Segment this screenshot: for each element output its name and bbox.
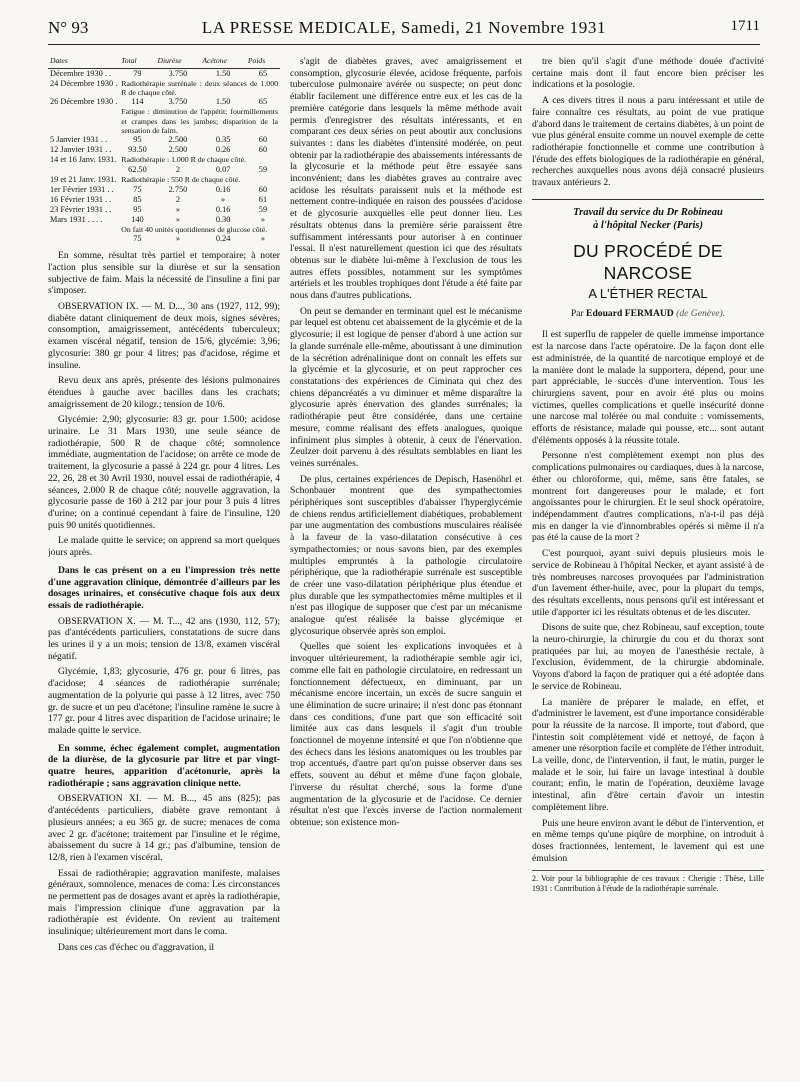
table-cell: 0.24 (215, 234, 231, 244)
work-attribution (532, 199, 764, 232)
table-cell: 1.50 (215, 69, 231, 78)
journal-title: LA PRESSE MEDICALE, Samedi, 21 Novembre 1931 (201, 18, 607, 37)
table-cell: 1er Février 1931 . . (50, 185, 114, 195)
table-row (48, 175, 280, 185)
paragraph: Disons de suite que, chez Robineau, sauf exception, toute la neuro-chirurgie, la chirurgie du cou et du thorax sont pratiquées par lui, au moyen de l'anesthésie rectale, à l'exclusion, évidemment, de la chirurgie abdominale. Voyons d'abord la façon de pratiquer qui a été adoptée dans le service de Robineau. (532, 622, 764, 692)
issue-number: N° 93 (48, 18, 89, 37)
page-header (48, 18, 760, 45)
table-cell: 59 (258, 205, 268, 215)
table-header: Poids (246, 56, 280, 69)
table-cell: 60 (258, 185, 268, 195)
table-cell: » (260, 215, 266, 225)
table-cell: 2.500 (168, 135, 188, 145)
paragraph: De plus, certaines expériences de Depisch, Hasenöhrl et Schonbauer montrent que des sympathectomies périphériques sont susceptibles d'abaisser l'hyperglycémie de chiens rendus artificiellement diabétiques, probablement par une augmentation des combustions musculaires réalisée à la faveur de la vaso-dilatation consécutive à ces sympathectomies; or nous savons bien, par des exemples multiples empruntés à la pathologie circulatoire périphérique, que la radiothérapie surrénale est susceptible de créer une vaso-dilatation périphérique plus étendue et plus durable que les sympathectomies même multiples et il n'est pas illogique de supposer que c'est par un mécanisme analogue qu'est réalisée la baisse glycémique et glycosurique observée après son emploi. (290, 473, 522, 637)
table-cell: 95 (133, 205, 142, 215)
table-cell: 0.16 (215, 185, 231, 195)
table-row (48, 107, 280, 135)
table-cell: 16 Février 1931 . . (50, 195, 112, 205)
table-cell: 61 (258, 195, 268, 205)
table-row (48, 79, 280, 97)
table-row (48, 165, 280, 175)
paragraph: En somme, échec également complet, augmentation de la diurèse, de la glycosurie par litre et par vingt-quatre heures, apparition d'acétonurie, après la radiothérapie ; sans aggravation clinique nette. (48, 742, 280, 789)
article-subtitle: A L'ÉTHER RECTAL (588, 285, 708, 301)
table-cell: 75 (133, 234, 142, 244)
table-cell (48, 165, 119, 175)
paragraph: Quelles que soient les explications invoquées et à invoquer ultérieurement, la radiothérapie semble agir ici, comme elle fait en pathologie circulatoire, en redressant un fonctionnement défectueux, en diminuant, par un mécanisme encore incertain, un excès de sucre sanguin et une élimination de sucre urinaire; il n'est donc pas étonnant dans ces conditions, d'une part que son efficacité soit limitée aux cas dans lesquels il s'agit d'un trouble fonctionnel de moyenne intensité et que l'on n'obtienne que des échecs dans les lésions anatomiques ou les troubles par trop accentués, d'autre part qu'on puisse observer dans ses effets, souvent au début et même d'une façon globale, l'inverse du résultat cherché, sous la forme d'une augmentation de la glycosurie et de l'acidose. Ce dernier résultat n'est que l'excès inverse de l'action normalement obtenue; son existence mon- (290, 641, 522, 828)
column-3 (532, 56, 764, 1068)
paragraph: tre bien qu'il s'agit d'une méthode douée d'activité certaine mais dont il faut encore bien préciser les indications et la posologie. (532, 56, 764, 91)
work-line: Travail du service du Dr Robineau (573, 206, 723, 218)
table-cell: 2 (175, 195, 181, 205)
table-cell: 93.50 (128, 145, 147, 155)
table-cell: 85 (133, 195, 142, 205)
table-cell: 0.16 (215, 205, 231, 215)
table-cell: 114 (131, 97, 144, 107)
table-row (48, 205, 280, 215)
table-row (48, 145, 280, 155)
paragraph: Puis une heure environ avant le début de l'intervention, et en même temps qu'une piqûre de morphine, on introduit à doses fractionnées, lentement, le lavement qui est une émulsion (532, 817, 764, 864)
table-row (48, 97, 280, 107)
table-cell: 65 (258, 69, 268, 78)
paragraph: s'agit de diabètes graves, avec amaigrissement et consomption, glycosurie élevée, acidose fréquente, parfois tuberculose pulmonaire avérée ou suspecte; on peut donc établir facilement une différence entre eux et les cas de la première catégorie dans lesquels la même méthode avait permis d'enregistrer des résultats intéressants, et en comparant ces deux séries on peut aboutir aux conclusions suivantes : dans les diabètes d'intensité modérée, on peut obtenir par la radiothérapie des abaissements intéressants de la glycosurie et la méthode peut être essayée sans inconvénient; dans les diabètes graves au contraire avec acidose les résultats paraissent nuls et la méthode est nettement contre-indiquée en raison des poussées d'acidose et de glycosurie auxquelles elle peut donner lieu. Les résultats obtenus dans la première série paraissent être suffisamment intéressants pour autoriser à en continuer l'essai. Il n'est naturellement question ici que des résultats obtenus sur le diabète lui-même à l'exclusion de tous les autres effets possibles, notamment sur les symptômes artériels et les troubles trophiques dont l'étude a été faite par nous dans d'autres publications. (290, 56, 522, 302)
table-cell: Décembre 1930 . . (50, 69, 112, 78)
table-cell (48, 225, 119, 234)
table-row (48, 69, 280, 80)
table-cell: 140 (131, 215, 144, 225)
table-cell: 0.07 (215, 165, 231, 175)
table-cell: » (221, 195, 226, 205)
table-cell: 62.50 (128, 165, 147, 175)
table-cell: » (175, 234, 181, 244)
paragraph: En somme, résultat très partiel et temporaire; à noter l'action plus sensible sur la diurèse et sur la sensation subjective de faim. Mais la nécessité de l'insuline a fini par s'imposer. (48, 250, 280, 297)
table-cell: Fatigue : diminution de l'appétit; fourmillements et crampes dans les jambes; disparition de la sensation de faim. (121, 107, 278, 135)
table-cell: Radiothérapie : 550 R de chaque côté. (121, 175, 241, 185)
table-cell: » (260, 234, 266, 244)
table-cell: 79 (133, 69, 142, 78)
article-title: DU PROCÉDÉ DE NARCOSE (573, 240, 723, 283)
table-row (48, 195, 280, 205)
work-line: à l'hôpital Necker (Paris) (593, 219, 703, 231)
table-header: Acétone (200, 56, 246, 69)
table-cell: 2.750 (168, 185, 188, 195)
paragraph: C'est pourquoi, ayant suivi depuis plusieurs mois le service de Robineau à l'hôpital Necker, et ayant assisté à de très nombreuses narcoses provoquées par l'administration d'un lavement éther-huile, avec, pour la plupart du temps, des résultats excellents, nous pensons qu'il est intéressant et utile d'apporter ici les résultats obtenus et de les discuter. (532, 548, 764, 618)
table-cell: 65 (258, 97, 268, 107)
table-cell: Mars 1931 . . . . (50, 215, 103, 225)
table-cell: 5 Janvier 1931 . . (50, 135, 108, 145)
table-cell: 0.35 (215, 135, 231, 145)
table-cell (48, 107, 119, 135)
paragraph: On peut se demander en terminant quel est le mécanisme par lequel est obtenu cet abaissement de la glycémie et de la glycosurie; il est logique de penser d'abord à une action sur la glande surrénale elle-même, aboutissant à une diminution de la sécrétion adrénalinique dont on connaît les effets sur la glycémie et la glycosurie, et on peut rapprocher ces constatations des expériences de Ciminata qui chez des chiens dépancréatés a vu diminuer et même disparaître la glycosurie après énervation des glandes surrénales; la radiothérapie peut être considérée, dans une certaine mesure, comme réalisant des effets analogues, quoique infiniment plus simples à obtenir, à ceux de l'énervation. Zeulzer doit parvenu à des résultats semblables en liant les veines surrénales. (290, 305, 522, 469)
author-affiliation: (de Genève). (676, 307, 726, 319)
table-row (48, 135, 280, 145)
table-header: Diurèse (156, 56, 201, 69)
table-row (48, 155, 280, 165)
table-cell: 2 (175, 165, 181, 175)
paragraph: Glycémie, 1,83; glycosurie, 476 gr. pour 6 litres, pas d'acidose; 4 séances de radiothérapie surrénale; augmentation de la polyurie qui passe à 12 litres, avec 750 gr. de sucre et un peu d'acétone; l'insuline ramène le sucre à 177 gr. pour 4 litres avec disparition de l'acidose urinaire; le malade quitte le service. (48, 666, 280, 736)
paragraph: Il est superflu de rappeler de quelle immense importance est la narcose dans l'acte opératoire. De la façon dont elle est administrée, de la quantité de narcotique employé et de la manière dont le malade la supportera, dépend, pour une part appréciable, le succès d'une intervention. Tous les chirurgiens savent, pour en avoir été plus ou moins victimes, quelles complications et quelle insécurité donne une narcose mal tolérée ou mal conduite : vomissements, efforts de résistance, malade qui pousse, etc... sont autant d'éléments opposés à la réussite totale. (532, 329, 764, 446)
table-cell: 3.750 (168, 69, 188, 78)
paragraph: OBSERVATION XI. — M. B..., 45 ans (825); pas d'antécédents particuliers, diabète grave remontant à plusieurs années; a eu 365 gr. de sucre; menaces de coma avec 2 gr. d'acétone; traitement par l'insuline et le régime, abaissement du sucre à 14 gr.; pas d'albumine, tension de 12/8, rien à l'examen viscéral. (48, 793, 280, 863)
paragraph: Dans le cas présent on a eu l'impression très nette d'une aggravation clinique, démontrée d'ailleurs par les dosages urinaires, et consécutive chaque fois aux deux essais de radiothérapie. (48, 564, 280, 611)
paragraph: La manière de préparer le malade, en effet, et d'administrer le lavement, est d'une importance considérable pour la réussite de la narcose. Il importe, tout d'abord, que l'intestin soit complètement vidé et nettoyé, de façon à amener une résorption facile et complète de l'éther introduit. La veille, donc, de l'intervention, il faut, le matin, purger le malade et le soir, lui faire un lavage intestinal à double courant; enfin, le matin de l'opération, deuxième lavage intestinal, afin d'être certain d'avoir un intestin complètement libre. (532, 696, 764, 813)
column-1 (48, 56, 280, 1068)
table-cell: 75 (133, 185, 142, 195)
paragraph: Revu deux ans après, présente des lésions pulmonaires étendues à gauche avec bacilles dans les crachats; amaigrissement de 20 kilogr.; tension de 10/6. (48, 375, 280, 410)
page-number: 1711 (730, 18, 760, 34)
table-cell: 23 Février 1931 . . (50, 205, 112, 215)
byline (532, 308, 764, 320)
table-cell: 24 Décembre 1930 . (50, 79, 118, 88)
table-cell: 1.50 (215, 97, 231, 107)
table-cell: Radiothérapie : 1.000 R de chaque côté. (121, 155, 246, 165)
paragraph: OBSERVATION IX. — M. D..., 30 ans (1927, 112, 99); diabète datant cliniquement de deux mois, signes sévères, consomption, amaigrissement, antécédents tuberculeux; examen viscéral négatif, tension de 15/6, glycémie: 3,96; glycosurie: 380 gr pour 4 litres; pas d'acidose, régime et insuline. (48, 301, 280, 371)
author-name: Edouard FERMAUD (586, 307, 674, 319)
paragraph: Glycémie: 2,90; glycosurie: 83 gr. pour 1.500; acidose urinaire. Le 31 Mars 1930, une seule séance de radiothérapie, 500 R de chaque côté; somnolence immédiate, augmentation de l'acidose; on arrête ce mode de traitement, la glycosurie a passé à 224 gr. pour 4 litres. Les 22, 26, 28 et 30 Avril 1930, nouvel essai de radiothérapie, 4 séances, 2.000 R de chaque côté; nouvelle aggravation, la glycosurie passe de 160 à 212 par jour pour 3 puis 4 litres d'urine; on a continué cependant à faire de l'insuline, 120 puis 90 unités quotidiennes. (48, 414, 280, 531)
table-body (48, 69, 280, 245)
table-cell: Radiothérapie surrénale : deux séances de 1.000 R de chaque côté. (121, 79, 278, 98)
table-row (48, 234, 280, 244)
table-cell: 0.30 (215, 215, 231, 225)
paragraph: Dans ces cas d'échec ou d'aggravation, il (58, 941, 215, 953)
paragraph: A ces divers titres il nous a paru intéressant et utile de faire connaître ces résultats, au point de vue pratique d'abord dans le traitement de certains diabètes, à un point de vue plus général ensuite comme un nouvel exemple de cette radiothérapie fonctionnelle et comme une contribution à l'étude des effets biologiques de la radiothérapie en général, recherches auxquelles nous avons déjà consacré plusieurs travaux antérieurs 2. (532, 95, 764, 189)
paragraph: Le malade quitte le service; on apprend sa mort quelques jours après. (48, 535, 280, 559)
table-header: Total (119, 56, 155, 69)
table-cell: 0.26 (215, 145, 231, 155)
byline-by: Par (570, 307, 584, 319)
table-cell (48, 234, 119, 244)
table-cell: 60 (258, 145, 268, 155)
table-row (48, 215, 280, 225)
column-2 (290, 56, 522, 1068)
table-cell: On fait 40 unités quotidiennes de glucose côté. (121, 225, 268, 235)
paragraph: Essai de radiothérapie; aggravation manifeste, malaises généraux, somnolence, menaces de coma: Les circonstances ne permettent pas de dosages avant et après la radiothérapie, mais l'impression clinique d'une aggravation par la radiothérapie est évidente. On revient au traitement insulinique; ultérieurement mort dans le coma. (48, 867, 280, 938)
table-cell: 60 (258, 135, 268, 145)
table-cell: » (175, 215, 181, 225)
table-cell: 2.500 (168, 145, 188, 155)
table-cell: 12 Janvier 1931 . . (50, 145, 112, 155)
table-cell: 19 et 21 Janv. 1931. (50, 175, 117, 185)
table-header: Dates (48, 56, 119, 69)
table-cell: » (175, 205, 181, 215)
table-cell: 59 (258, 165, 268, 175)
glycosuria-table (48, 56, 280, 244)
table-cell: 14 et 16 Janv. 1931. (50, 155, 117, 165)
table-cell: 95 (133, 135, 142, 145)
paragraph: OBSERVATION X. — M. T..., 42 ans (1930, 112, 57); pas d'antécédents particuliers, constatations de sucre dans les urines il y a un mois; tension de 13/8, examen viscéral négatif. (48, 615, 280, 662)
table-row (48, 185, 280, 195)
table-cell: 3.750 (168, 97, 188, 107)
footnote: 2. Voir pour la bibliographie de ces travaux : Cherigie : Thèse, Lille 1931 : Contribution à l'étude de la radiothérapie surrénale. (532, 870, 764, 893)
paragraph: Personne n'est complètement exempt non plus des complications pulmonaires ou cardiaques, dues à la narcose, éther ou chloroforme, qui, même, sans être fatales, se montrent fort dangereuses pour le malade, et fort angoissantes pour le chirurgien. Et le seul shock opératoire, indépendamment d'autres complications, n'a-t-il pas déjà mis en danger la vie d'innombrables opérés si même il n'a pas été la cause de la mort ? (532, 450, 764, 544)
table-cell: 26 Décembre 1930 . (50, 97, 118, 107)
table-row (48, 225, 280, 234)
table-header-row (48, 56, 280, 69)
